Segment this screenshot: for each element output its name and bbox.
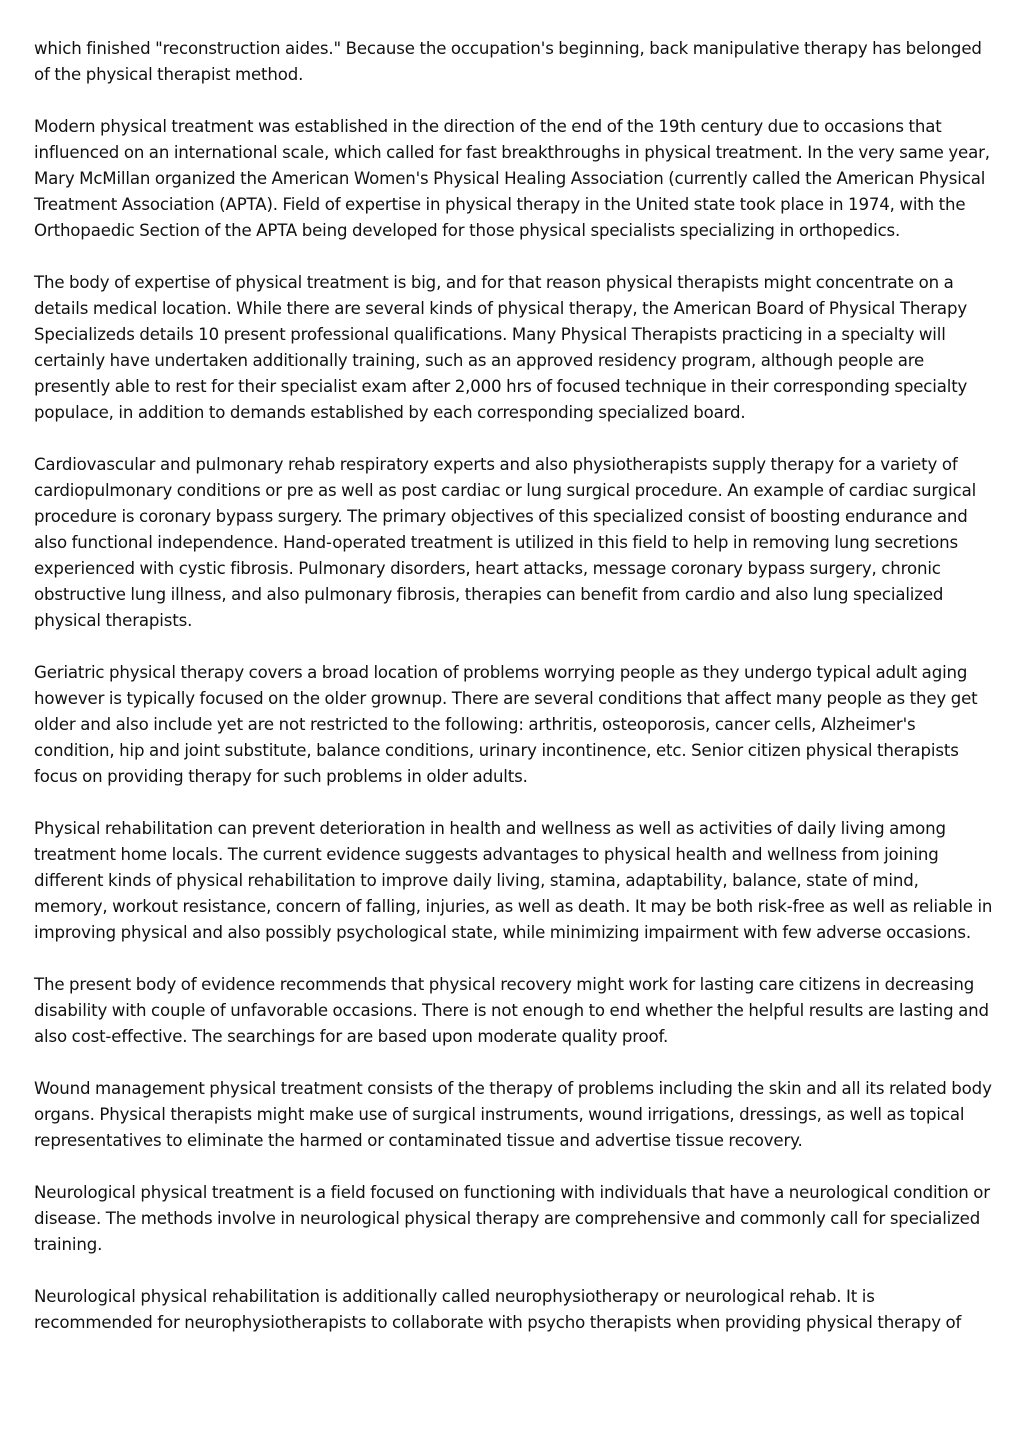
paragraph-2: Modern physical treatment was established in the direction of the end of the 19th century due to occasions that influenced on an international scale, which called for fast breakthroughs in physical treatment. In the very same year, Mary McMillan organized the American Women's Physical Healing Association (currently called the American Physical Treatment Association (APTA). Field of expertise in physical therapy in the United state took place in 1974, with the Orthopaedic Section of the APTA being developed for those physical specialists specializing in orthopedics. [34, 117, 990, 240]
paragraph-5: Geriatric physical therapy covers a broad location of problems worrying people as they undergo typical adult aging however is typically focused on the older grownup. There are several conditions that affect many people as they get older and also include yet are not restricted to the following: arthritis, osteoporosis, cancer cells, Alzheimer's condition, hip and joint substitute, balance conditions, urinary incontinence, etc. Senior citizen physical therapists focus on providing therapy for such problems in older adults. [34, 663, 978, 786]
paragraph-4: Cardiovascular and pulmonary rehab respiratory experts and also physiotherapists supply therapy for a variety of cardiopulmonary conditions or pre as well as post cardiac or lung surgical procedure. An example of cardiac surgical procedure is coronary bypass surgery. The primary objectives of this specialized consist of boosting endurance and also functional independence. Hand-operated treatment is utilized in this field to help in removing lung secretions experienced with cystic fibrosis. Pulmonary disorders, heart attacks, message coronary bypass surgery, chronic obstructive lung illness, and also pulmonary fibrosis, therapies can benefit from cardio and also lung specialized physical therapists. [34, 455, 977, 630]
paragraph-10: Neurological physical rehabilitation is additionally called neurophysiotherapy or neurological rehab. It is recommended for neurophysiotherapists to collaborate with psycho therapists when providing physical therapy of [34, 1287, 962, 1332]
paragraph-6: Physical rehabilitation can prevent deterioration in health and wellness as well as activities of daily living among treatment home locals. The current evidence suggests advantages to physical health and wellness from joining different kinds of physical rehabilitation to improve daily living, stamina, adaptability, balance, state of mind, memory, workout resistance, concern of falling, injuries, as well as death. It may be both risk-free as well as reliable in improving physical and also possibly psychological state, while minimizing impairment with few adverse occasions. [34, 819, 993, 942]
document-page [34, 36, 994, 1362]
paragraph-3: The body of expertise of physical treatment is big, and for that reason physical therapists might concentrate on a details medical location. While there are several kinds of physical therapy, the American Board of Physical Therapy Specializeds details 10 present professional qualifications. Many Physical Therapists practicing in a specialty will certainly have undertaken additionally training, such as an approved residency program, although people are presently able to rest for their specialist exam after 2,000 hrs of focused technique in their corresponding specialty populace, in addition to demands established by each corresponding specialized board. [34, 273, 968, 422]
paragraph-1: which finished "reconstruction aides." Because the occupation's beginning, back manipulative therapy has belonged of the physical therapist method. [34, 39, 982, 84]
paragraph-7: The present body of evidence recommends that physical recovery might work for lasting care citizens in decreasing disability with couple of unfavorable occasions. There is not enough to end whether the helpful results are lasting and also cost-effective. The searchings for are based upon moderate quality proof. [34, 975, 989, 1046]
paragraph-9: Neurological physical treatment is a field focused on functioning with individuals that have a neurological condition or disease. The methods involve in neurological physical therapy are comprehensive and commonly call for specialized training. [34, 1183, 990, 1254]
paragraph-8: Wound management physical treatment consists of the therapy of problems including the skin and all its related body organs. Physical therapists might make use of surgical instruments, wound irrigations, dressings, as well as topical representatives to eliminate the harmed or contaminated tissue and advertise tissue recovery. [34, 1079, 992, 1150]
